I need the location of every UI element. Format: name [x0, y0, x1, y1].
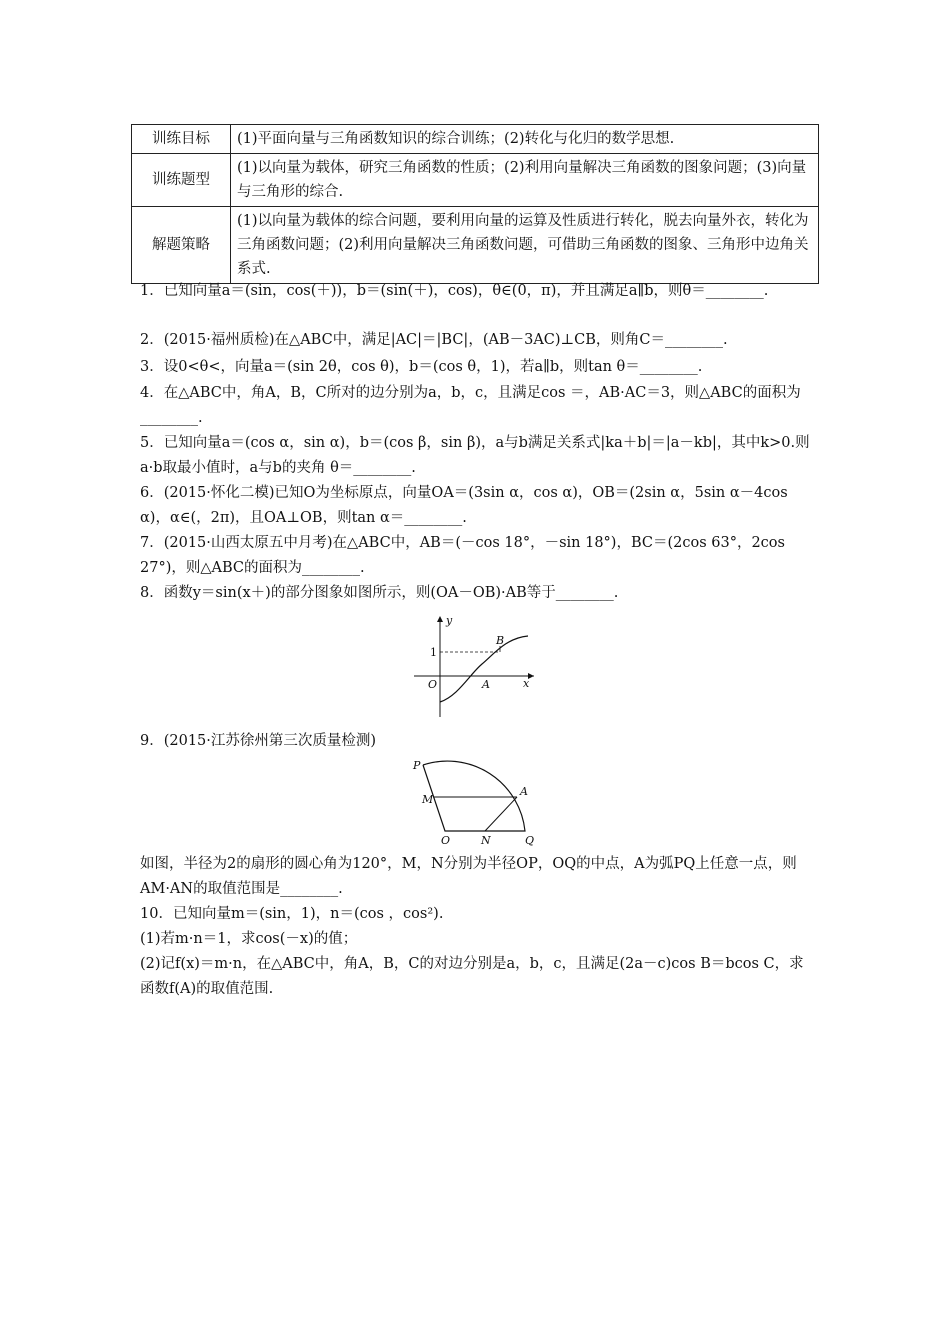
table-value: (1)平面向量与三角函数知识的综合训练；(2)转化与化归的数学思想. [231, 125, 819, 154]
table-row [132, 125, 819, 154]
origin-label: O [428, 678, 438, 691]
table-label: 解题策略 [132, 207, 231, 284]
point-b-label: B [496, 634, 505, 647]
problem-10-part-2: (2)记f(x)＝m·n，在△ABC中，角A，B，C的对边分别是a，b，c，且满足(2a－c)cos B＝bcos C，求函数f(A)的取值范围. [140, 956, 804, 997]
problem-7: 7．(2015·山西太原五中月考)在△ABC中，AB＝(－cos 18°，－sin 18°)，BC＝(2cos 63°，2cos 27°)，则△ABC的面积为________. [140, 535, 790, 576]
problem-10-part-1: (1)若m·n＝1，求cos(－x)的值； [140, 931, 358, 947]
table-row [132, 207, 819, 284]
sine-graph-figure [410, 612, 540, 722]
sine-curve [440, 636, 528, 702]
table-value: (1)以向量为载体，研究三角函数的性质；(2)利用向量解决三角函数的图象问题；(3)向量与三角形的综合. [231, 154, 819, 207]
point-m-label: M [422, 793, 434, 806]
table-row [132, 154, 819, 207]
table-value: (1)以向量为载体的综合问题，要利用向量的运算及性质进行转化，脱去向量外衣，转化为三角函数问题；(2)利用向量解决三角函数问题，可借助三角函数的图象、三角形中边角关系式. [231, 207, 819, 284]
problem-4: 4．在△ABC中，角A，B，C所对的边分别为a，b，c，且满足cos ＝，AB·AC＝3，则△ABC的面积为________. [140, 385, 801, 426]
point-p-label: P [413, 759, 421, 772]
point-q-label: Q [525, 834, 535, 847]
tick-label-one: 1 [430, 646, 437, 659]
point-n-label: N [481, 834, 491, 847]
problem-10-heading: 10．已知向量m＝(sin，1)，n＝(cos ，cos²). [140, 906, 444, 922]
problem-3: 3．设0<θ<，向量a＝(sin 2θ，cos θ)，b＝(cos θ，1)，若a∥b，则tan θ＝________. [140, 359, 703, 375]
sector-outline [423, 761, 525, 831]
problem-9-body: 如图，半径为2的扇形的圆心角为120°，M，N分别为半径OP，OQ的中点，A为弧PQ上任意一点，则AM·AN的取值范围是________. [140, 856, 797, 897]
table-label: 训练题型 [132, 154, 231, 207]
segment-an [485, 797, 517, 831]
point-a-label: A [520, 785, 528, 798]
problem-8: 8．函数y＝sin(x＋)的部分图象如图所示，则(OA－OB)·AB等于________. [140, 585, 619, 601]
problem-1: 1．已知向量a＝(sin，cos(＋))，b＝(sin(＋)，cos)，θ∈(0，π)，并且满足a∥b，则θ＝________. [140, 283, 769, 299]
problem-2: 2．(2015·福州质检)在△ABC中，满足|AC|＝|BC|，(AB－3AC)⊥CB，则角C＝________. [140, 332, 728, 348]
point-o-label: O [441, 834, 451, 847]
problem-5: 5．已知向量a＝(cos α，sin α)，b＝(cos β，sin β)，a与b满足关系式|ka＋b|＝|a－kb|，其中k>0.则a·b取最小值时，a与b的夹角 θ＝________. [140, 435, 810, 476]
y-axis-arrow [437, 616, 443, 622]
point-a-label: A [482, 678, 490, 691]
sector-figure [405, 757, 545, 847]
problem-6: 6．(2015·怀化二模)已知O为坐标原点，向量OA＝(3sin α，cos α)，OB＝(2sin α，5sin α－4cos α)，α∈(，2π)，且OA⊥OB，则tan α＝________. [140, 485, 793, 526]
problem-9-heading: 9．(2015·江苏徐州第三次质量检测) [140, 733, 377, 749]
y-axis-label: y [446, 614, 453, 627]
table-label: 训练目标 [132, 125, 231, 154]
x-axis-label: x [523, 677, 530, 690]
training-info-table [131, 124, 819, 284]
